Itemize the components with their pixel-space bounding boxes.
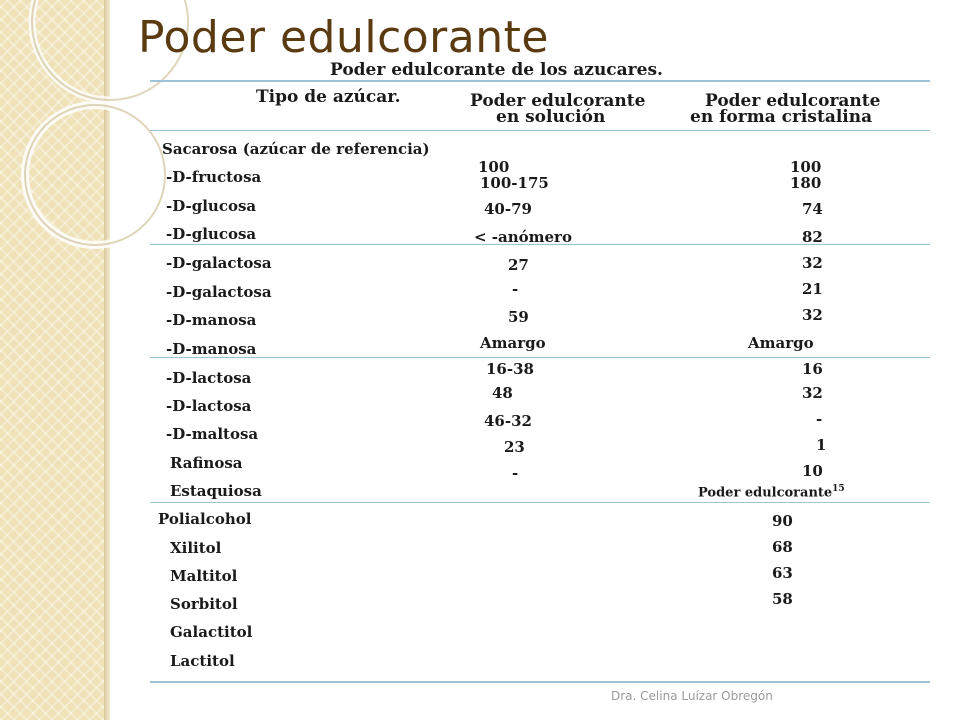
cell-sweetness: 68 bbox=[772, 538, 793, 556]
cell-crystal: 32 bbox=[802, 254, 823, 272]
table-caption: Poder edulcorante de los azucares. bbox=[330, 60, 663, 80]
cell-crystal: 10 bbox=[802, 462, 823, 480]
row-name: Sacarosa (azúcar de referencia) bbox=[162, 140, 430, 158]
row-name: Estaquiosa bbox=[170, 482, 262, 500]
cell-solution: 59 bbox=[508, 308, 529, 326]
row-name: -D-manosa bbox=[166, 311, 257, 329]
row-name: Sorbitol bbox=[170, 595, 238, 613]
row-name: -D-manosa bbox=[166, 340, 257, 358]
table-rule-top bbox=[150, 80, 930, 82]
header-crystal-line-2: en forma cristalina bbox=[690, 107, 873, 127]
cell-solution: 16-38 bbox=[486, 360, 534, 378]
cell-crystal: 32 bbox=[802, 384, 823, 402]
cell-crystal: 74 bbox=[802, 200, 823, 218]
cell-solution: < -anómero bbox=[474, 228, 572, 246]
slide-footer: Dra. Celina Luízar Obregón bbox=[611, 689, 773, 703]
cell-crystal: 21 bbox=[802, 280, 823, 298]
row-name: -D-fructosa bbox=[166, 168, 262, 186]
row-name: Galactitol bbox=[170, 623, 253, 641]
table-rule-group-3 bbox=[150, 502, 930, 503]
table-rule-header bbox=[150, 130, 930, 131]
polyol-column-label: Poder edulcorante bbox=[698, 485, 833, 501]
cell-solution: 46-32 bbox=[484, 412, 532, 430]
header-sugar-type: Tipo de azúcar. bbox=[256, 87, 401, 107]
cell-crystal: 100 bbox=[790, 158, 822, 176]
row-name: -D-glucosa bbox=[166, 225, 257, 243]
polyol-column-header bbox=[698, 484, 845, 500]
header-solution-line-2: en solución bbox=[496, 107, 606, 127]
cell-crystal: 82 bbox=[802, 228, 823, 246]
row-name: -D-galactosa bbox=[166, 254, 272, 272]
row-name: -D-lactosa bbox=[166, 397, 252, 415]
decorative-strip-edge bbox=[104, 0, 110, 720]
header-solution-line-1: Poder edulcorante bbox=[470, 91, 646, 111]
cell-solution: 100-175 bbox=[480, 174, 549, 192]
header-crystal-line-1: Poder edulcorante bbox=[705, 91, 881, 111]
cell-crystal: Amargo bbox=[748, 334, 814, 352]
cell-crystal: 180 bbox=[790, 174, 822, 192]
cell-crystal: 32 bbox=[802, 306, 823, 324]
polyol-column-footnote: 15 bbox=[832, 484, 845, 494]
cell-solution: 27 bbox=[508, 256, 529, 274]
cell-solution: 40-79 bbox=[484, 200, 532, 218]
cell-crystal: 16 bbox=[802, 360, 823, 378]
cell-solution: 48 bbox=[492, 384, 513, 402]
table-rule-bottom bbox=[150, 681, 930, 683]
row-name: -D-lactosa bbox=[166, 369, 252, 387]
cell-solution: - bbox=[512, 464, 519, 482]
sweetness-table bbox=[150, 58, 932, 684]
row-name: Lactitol bbox=[170, 652, 235, 670]
cell-solution: 100 bbox=[478, 158, 510, 176]
cell-solution: 23 bbox=[504, 438, 525, 456]
row-name: -D-maltosa bbox=[166, 425, 259, 443]
row-name: -D-glucosa bbox=[166, 197, 257, 215]
row-name: -D-galactosa bbox=[166, 283, 272, 301]
cell-sweetness: 63 bbox=[772, 564, 793, 582]
slide-title: Poder edulcorante bbox=[138, 12, 549, 63]
row-name: Xilitol bbox=[170, 539, 222, 557]
cell-solution: Amargo bbox=[480, 334, 546, 352]
table-rule-group-2 bbox=[150, 357, 930, 358]
cell-sweetness: 58 bbox=[772, 590, 793, 608]
row-name: Rafinosa bbox=[170, 454, 243, 472]
cell-crystal: 1 bbox=[816, 436, 827, 454]
cell-sweetness: 90 bbox=[772, 512, 793, 530]
cell-crystal: - bbox=[816, 410, 823, 428]
row-name: Polialcohol bbox=[158, 510, 252, 528]
row-name: Maltitol bbox=[170, 567, 238, 585]
cell-solution: - bbox=[512, 280, 519, 298]
decorative-side-strip bbox=[0, 0, 104, 720]
